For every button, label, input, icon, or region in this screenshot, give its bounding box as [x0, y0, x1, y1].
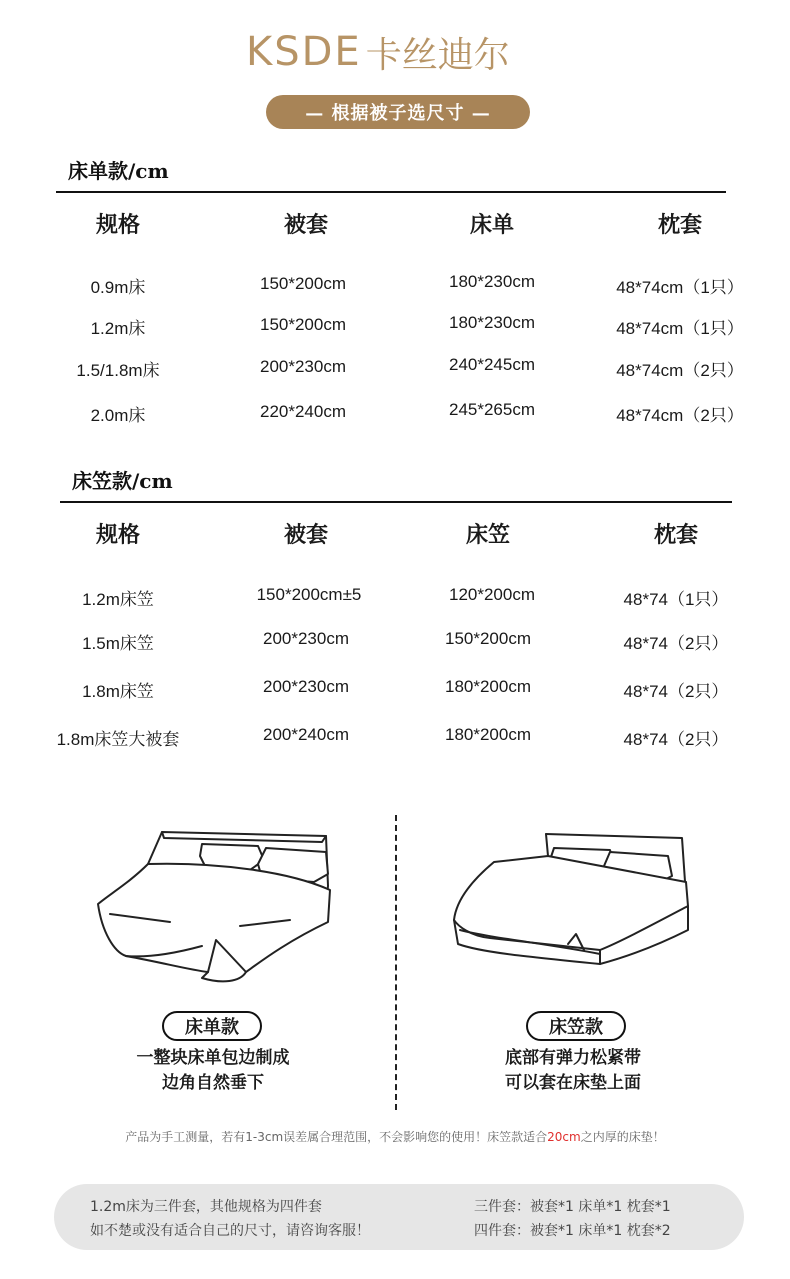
- note-highlight: 20cm: [547, 1130, 581, 1144]
- fitted-cell: 120*200cm: [448, 585, 535, 604]
- sheet-header-spec: 规格: [95, 212, 140, 238]
- sheet-cell: 48*74cm（2只）: [616, 406, 744, 425]
- sheet-section-title: 床单款/cm: [68, 159, 169, 183]
- sheet-header-sheet: 床单: [469, 212, 514, 238]
- flat-sheet-badge: 床单款: [162, 1011, 262, 1041]
- fitted-cell: 180*200cm: [444, 725, 531, 744]
- fitted-section-rule: [60, 501, 732, 503]
- fitted-cell: 1.2m床笠: [82, 590, 154, 609]
- fitted-header-fitted: 床笠: [465, 522, 510, 548]
- fitted-cell: 1.8m床笠大被套: [56, 730, 180, 749]
- sheet-section-rule: [56, 191, 726, 193]
- fitted-sheet-desc-line2: 可以套在床垫上面: [505, 1073, 641, 1093]
- fitted-cell: 200*240cm: [262, 725, 349, 744]
- flat-sheet-desc-line1: 一整块床单包边制成: [136, 1048, 290, 1068]
- set-info-right-1: 三件套：被套*1 床单*1 枕套*1: [474, 1199, 671, 1215]
- set-info-box: [54, 1184, 744, 1250]
- sheet-cell: 240*245cm: [448, 355, 535, 374]
- set-info-left-1: 1.2m床为三件套，其他规格为四件套: [90, 1199, 322, 1215]
- set-info-right-2: 四件套：被套*1 床单*1 枕套*2: [474, 1223, 671, 1239]
- fitted-cell: 150*200cm±5: [256, 585, 362, 604]
- fitted-cell: 200*230cm: [262, 677, 349, 696]
- fitted-cell: 200*230cm: [262, 629, 349, 648]
- panel-divider: [395, 815, 397, 1110]
- note-text-before: 产品为手工测量，若有1-3cm误差属合理范围，不会影响您的使用！床笠款适合: [125, 1130, 548, 1144]
- sheet-cell: 245*265cm: [448, 400, 535, 419]
- sheet-cell: 0.9m床: [90, 278, 146, 297]
- fitted-header-spec: 规格: [95, 522, 140, 548]
- set-info-left-2: 如不楚或没有适合自己的尺寸，请咨询客服！: [90, 1223, 370, 1239]
- sheet-cell: 1.5/1.8m床: [76, 361, 160, 380]
- fitted-cell: 180*200cm: [444, 677, 531, 696]
- sheet-cell: 180*230cm: [448, 313, 535, 332]
- flat-sheet-bed-illustration: [90, 822, 340, 987]
- fitted-section-title: 床笠款/cm: [72, 469, 173, 493]
- fitted-header-pillow: 枕套: [653, 522, 698, 548]
- brand-logo: [246, 28, 546, 76]
- sheet-cell: 200*230cm: [259, 357, 346, 376]
- sheet-cell: 180*230cm: [448, 272, 535, 291]
- sheet-cell: 2.0m床: [90, 406, 146, 425]
- note-text-after: 之内厚的床垫！: [580, 1130, 665, 1144]
- sheet-cell: 1.2m床: [90, 319, 146, 338]
- fitted-cell: 48*74（2只）: [623, 730, 729, 749]
- size-guide-banner: — 根据被子选尺寸 —: [266, 95, 530, 129]
- fitted-cell: 48*74（2只）: [623, 682, 729, 701]
- flat-sheet-desc-line2: 边角自然垂下: [162, 1073, 264, 1093]
- sheet-header-duvet: 被套: [283, 212, 328, 238]
- sheet-cell: 150*200cm: [259, 315, 346, 334]
- fitted-cell: 48*74（2只）: [623, 634, 729, 653]
- brand-chinese: 卡丝迪尔: [365, 34, 510, 76]
- sheet-cell: 150*200cm: [259, 274, 346, 293]
- sheet-cell: 48*74cm（1只）: [616, 278, 744, 297]
- fitted-header-duvet: 被套: [283, 522, 328, 548]
- sheet-cell: 48*74cm（2只）: [616, 361, 744, 380]
- brand-latin: KSDE: [246, 29, 362, 75]
- sheet-cell: 220*240cm: [259, 402, 346, 421]
- fitted-cell: 150*200cm: [444, 629, 531, 648]
- measurement-note: [0, 1128, 790, 1145]
- fitted-sheet-badge: 床笠款: [526, 1011, 626, 1041]
- sheet-cell: 48*74cm（1只）: [616, 319, 744, 338]
- sheet-header-pillow: 枕套: [657, 212, 702, 238]
- fitted-sheet-desc-line1: 底部有弹力松紧带: [505, 1048, 641, 1068]
- fitted-cell: 1.8m床笠: [82, 682, 154, 701]
- fitted-cell: 48*74（1只）: [623, 590, 729, 609]
- fitted-sheet-bed-illustration: [450, 826, 695, 986]
- fitted-cell: 1.5m床笠: [82, 634, 154, 653]
